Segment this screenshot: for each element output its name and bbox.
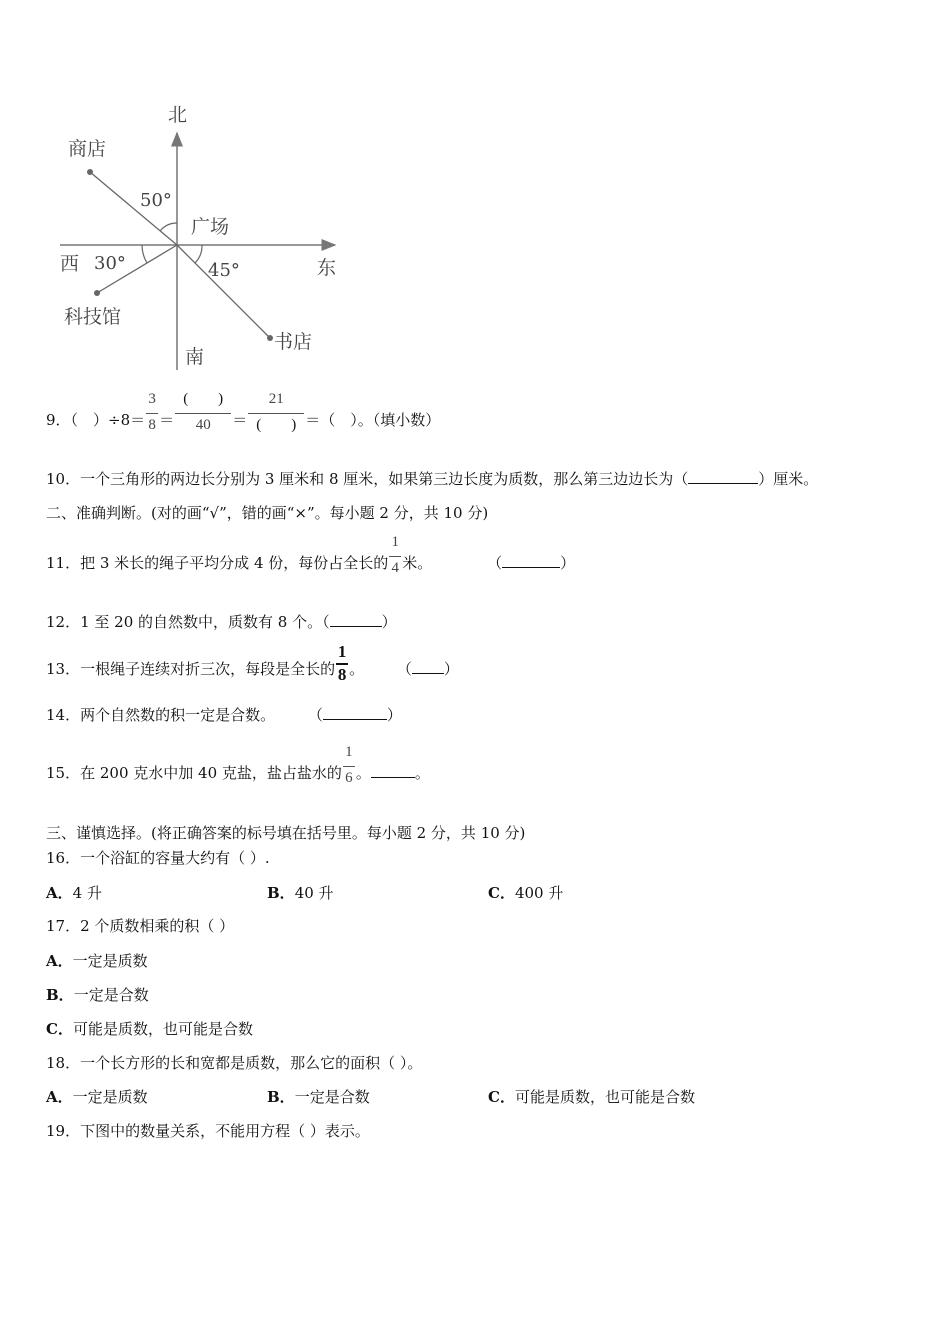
q9-fraction-2 bbox=[174, 391, 232, 433]
question-17 bbox=[46, 916, 234, 936]
shop-point bbox=[87, 169, 93, 175]
q9-f1-denominator: 8 bbox=[148, 417, 156, 433]
q9-tail: ＝（ ）。（填小数） bbox=[305, 411, 441, 429]
q16-number: 16． bbox=[46, 849, 81, 867]
q14-text: 两个自然数的积一定是合数。 bbox=[80, 706, 276, 724]
q12-answer-blank[interactable] bbox=[330, 612, 382, 627]
q16-option-a-key: A． bbox=[46, 884, 73, 902]
q18-text: 一个长方形的长和宽都是质数，那么它的面积（ ）。 bbox=[80, 1054, 423, 1072]
q16-option-c-key: C． bbox=[488, 884, 515, 902]
q14-paren-close: ） bbox=[386, 706, 402, 724]
q16-option-a-text: 4 升 bbox=[72, 884, 102, 902]
q19-text: 下图中的数量关系，不能用方程（ ）表示。 bbox=[80, 1122, 370, 1140]
label-center: 广场 bbox=[191, 216, 230, 238]
q17-option-b-text: 一定是合数 bbox=[73, 986, 149, 1004]
question-10 bbox=[46, 469, 818, 489]
label-bookstore: 书店 bbox=[274, 331, 313, 353]
museum-point bbox=[94, 290, 100, 296]
q16-option-b-text: 40 升 bbox=[294, 884, 334, 902]
question-16 bbox=[46, 848, 270, 868]
q16-option-c-text: 400 升 bbox=[514, 884, 564, 902]
q13-fraction bbox=[335, 642, 349, 684]
q9-f2-denominator: 40 bbox=[195, 417, 211, 433]
angle-arc-ne bbox=[160, 223, 177, 231]
q14-answer-blank[interactable] bbox=[323, 705, 387, 720]
question-14 bbox=[46, 705, 402, 725]
q15-end: 。 bbox=[414, 764, 430, 782]
q12-text: 1 至 20 的自然数中，质数有 8 个。（ bbox=[80, 613, 330, 631]
q9-fraction-1 bbox=[145, 391, 159, 433]
q15-answer-blank[interactable] bbox=[371, 763, 415, 778]
q10-number: 10． bbox=[46, 470, 81, 488]
label-shop: 商店 bbox=[68, 138, 107, 160]
question-18 bbox=[46, 1053, 422, 1073]
ray-bookstore bbox=[177, 245, 270, 338]
q14-paren-open: （ bbox=[307, 706, 323, 724]
q18-option-b-key: B． bbox=[267, 1088, 295, 1106]
q11-paren-close: ） bbox=[560, 554, 576, 572]
q9-f2-numerator: ( ) bbox=[183, 391, 224, 407]
q12-tail: ） bbox=[381, 613, 397, 631]
q17-option-a[interactable] bbox=[46, 951, 148, 971]
label-angle-se: 45° bbox=[208, 260, 240, 281]
q17-number: 17． bbox=[46, 917, 81, 935]
q15-text: 在 200 克水中加 40 克盐，盐占盐水的 bbox=[80, 764, 342, 782]
question-13 bbox=[46, 642, 459, 684]
q11-denominator: 4 bbox=[391, 560, 400, 576]
q18-option-a[interactable] bbox=[46, 1087, 148, 1107]
q19-number: 19． bbox=[46, 1122, 81, 1140]
question-19 bbox=[46, 1121, 370, 1141]
q9-fraction-3 bbox=[247, 391, 305, 433]
q17-option-b[interactable] bbox=[46, 985, 149, 1005]
q9-eq1: ＝ bbox=[159, 411, 175, 429]
question-12 bbox=[46, 612, 397, 632]
q11-fraction bbox=[388, 534, 402, 576]
q11-paren-open: （ bbox=[487, 554, 503, 572]
question-11 bbox=[46, 534, 576, 576]
q18-option-b-text: 一定是合数 bbox=[294, 1088, 370, 1106]
q13-text: 一根绳子连续对折三次，每段是全长的 bbox=[80, 660, 336, 678]
q15-denominator: 6 bbox=[345, 770, 353, 786]
q10-tail: ）厘米。 bbox=[758, 470, 819, 488]
section-3-heading: 三、谨慎选择。(将正确答案的标号填在括号里。每小题 2 分，共 10 分) bbox=[46, 824, 526, 842]
q15-tail: 。 bbox=[355, 764, 371, 782]
q13-numerator: 1 bbox=[337, 642, 347, 661]
q10-blank[interactable] bbox=[688, 469, 758, 484]
q16-option-b-key: B． bbox=[267, 884, 295, 902]
label-museum: 科技馆 bbox=[64, 306, 122, 328]
q9-f1-numerator: 3 bbox=[148, 391, 156, 407]
q14-number: 14． bbox=[46, 706, 81, 724]
q11-number: 11． bbox=[46, 554, 81, 572]
q15-numerator: 1 bbox=[345, 744, 353, 760]
q11-tail: 米。 bbox=[402, 554, 433, 572]
q16-option-b[interactable] bbox=[267, 883, 334, 903]
label-north: 北 bbox=[168, 104, 188, 126]
q11-answer-blank[interactable] bbox=[502, 553, 560, 568]
q17-option-c-key: C． bbox=[46, 1020, 73, 1038]
label-angle-ne: 50° bbox=[140, 190, 172, 211]
q10-text: 一个三角形的两边长分别为 3 厘米和 8 厘米，如果第三边长度为质数，那么第三边边长为（ bbox=[80, 470, 689, 488]
bookstore-point bbox=[267, 335, 273, 341]
q18-option-a-key: A． bbox=[46, 1088, 73, 1106]
question-9 bbox=[46, 391, 441, 433]
question-15 bbox=[46, 744, 430, 786]
direction-diagram bbox=[50, 95, 360, 380]
q9-open: （ ）÷8＝ bbox=[70, 411, 146, 429]
q9-eq2: ＝ bbox=[232, 411, 248, 429]
q11-numerator: 1 bbox=[391, 534, 400, 550]
q9-f3-denominator: ( ) bbox=[256, 417, 297, 433]
q9-number: 9． bbox=[46, 411, 71, 429]
q13-paren-close: ） bbox=[443, 660, 459, 678]
q17-option-b-key: B． bbox=[46, 986, 74, 1004]
q13-paren-open: （ bbox=[396, 660, 412, 678]
q18-option-a-text: 一定是质数 bbox=[72, 1088, 148, 1106]
q13-number: 13． bbox=[46, 660, 81, 678]
q18-option-c-key: C． bbox=[488, 1088, 515, 1106]
q17-option-a-text: 一定是质数 bbox=[72, 952, 148, 970]
angle-arc-se bbox=[195, 245, 202, 263]
q18-option-b[interactable] bbox=[267, 1087, 370, 1107]
label-angle-w: 30° bbox=[94, 253, 126, 274]
q13-denominator: 8 bbox=[337, 665, 347, 684]
q15-number: 15． bbox=[46, 764, 81, 782]
q13-tail: 。 bbox=[349, 660, 365, 678]
q17-option-c[interactable] bbox=[46, 1019, 253, 1039]
q16-option-a[interactable] bbox=[46, 883, 102, 903]
q16-text: 一个浴缸的容量大约有（ ）. bbox=[80, 849, 270, 867]
label-west: 西 bbox=[60, 253, 80, 275]
q16-option-c[interactable] bbox=[488, 883, 563, 903]
section-2-heading: 二、准确判断。(对的画“√”，错的画“×”。每小题 2 分，共 10 分) bbox=[46, 504, 489, 522]
q13-answer-blank[interactable] bbox=[412, 659, 444, 674]
q17-text: 2 个质数相乘的积（ ） bbox=[80, 917, 235, 935]
q17-option-c-text: 可能是质数，也可能是合数 bbox=[72, 1020, 253, 1038]
label-south: 南 bbox=[185, 346, 205, 368]
q9-f3-numerator: 21 bbox=[268, 391, 284, 407]
label-east: 东 bbox=[317, 257, 337, 279]
q18-number: 18． bbox=[46, 1054, 81, 1072]
q17-option-a-key: A． bbox=[46, 952, 73, 970]
angle-arc-w bbox=[142, 245, 147, 263]
q18-option-c[interactable] bbox=[488, 1087, 695, 1107]
q11-text: 把 3 米长的绳子平均分成 4 份，每份占全长的 bbox=[80, 554, 389, 572]
q15-fraction bbox=[342, 744, 356, 786]
q12-number: 12． bbox=[46, 613, 81, 631]
q18-option-c-text: 可能是质数，也可能是合数 bbox=[514, 1088, 695, 1106]
